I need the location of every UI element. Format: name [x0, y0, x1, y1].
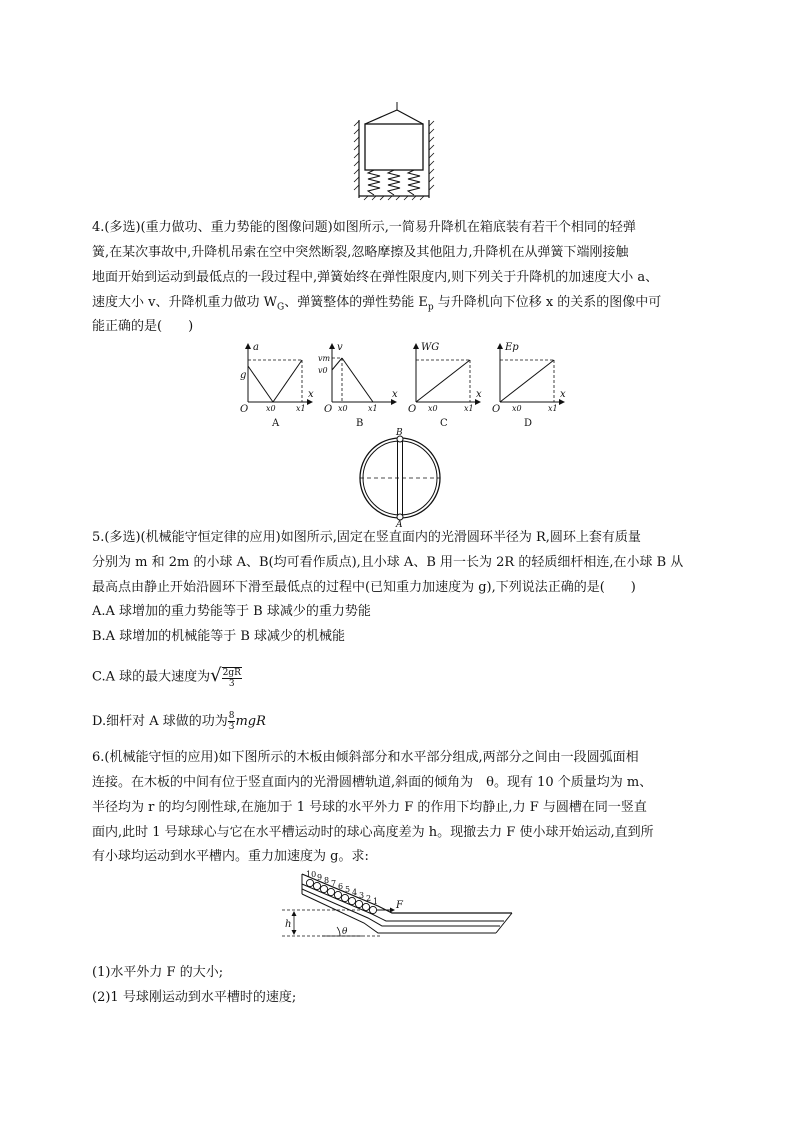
q5-option-b: B.A 球增加的机械能等于 B 球减少的机械能: [92, 629, 346, 644]
graph-c-caption: C: [440, 418, 448, 429]
ball-number-4: 4: [352, 888, 358, 897]
graph-d-ylabel: Ep: [505, 342, 519, 353]
ball-number-2: 2: [366, 894, 372, 903]
q6-sub-1: (1)水平外力 F 的大小;: [92, 965, 224, 980]
graph-a-xlabel: x: [308, 389, 314, 400]
graph-c-xlabel: x: [476, 389, 482, 400]
graph-a-caption: A: [272, 418, 280, 429]
q4-line-4: [92, 294, 661, 317]
graph-c-xtick-x0: x0: [428, 404, 438, 413]
ball-number-1: 1: [373, 897, 379, 906]
graph-b-caption: B: [356, 418, 364, 429]
graph-d-xlabel: x: [560, 389, 566, 400]
q6-line-5: 有小球均运动到水平槽内。重力加速度为 g。求:: [92, 849, 369, 864]
sqrt-denominator: 3: [228, 678, 235, 689]
ball-number-8: 8: [324, 876, 330, 885]
q5-line-2: 分别为 m 和 2m 的小球 A、B(均可看作质点),且小球 A、B 用一长为 2R 的轻质细杆相连,在小球 B 从: [92, 555, 684, 570]
graph-c-origin: O: [408, 404, 417, 415]
q6-line-3: 半径均为 r 的均匀刚性球,在施加于 1 号球的水平外力 F 的作用下均静止,力 F 与圆槽在同一竖直: [92, 800, 647, 815]
elevator-figure: [340, 100, 440, 200]
q6-line-2: 连接。在木板的中间有位于竖直面内的光滑圆槽轨道,斜面的倾角为 θ。现有 10 个质量均为 m、: [92, 775, 653, 790]
graph-d-caption: D: [524, 418, 533, 429]
q4-line-4-mid: 、弹簧整体的弹性势能 E: [284, 295, 428, 310]
ball-number-9: 9: [317, 873, 323, 882]
force-label: F: [396, 900, 403, 911]
ball-number-10: 10: [306, 870, 317, 879]
graph-b-ylabel: v: [337, 342, 343, 353]
q5-option-d-tail: mgR: [235, 714, 266, 729]
ring-label-a: A: [396, 520, 403, 530]
q5-option-a: A.A 球增加的重力势能等于 B 球减少的重力势能: [92, 604, 371, 619]
graph-b-xtick-x0: x0: [338, 404, 348, 413]
graph-b-ytick-v0: v0: [318, 366, 328, 375]
sqrt-expression: √ $\frac{2gR}{3}$: [210, 665, 241, 689]
q6-sub-2: (2)1 号球刚运动到水平槽时的速度;: [92, 990, 297, 1005]
graph-d-xtick-x0: x0: [512, 404, 522, 413]
graph-b-origin: O: [324, 404, 333, 415]
graph-c-ylabel: WG: [421, 342, 440, 353]
graph-d-origin: O: [492, 404, 501, 415]
graph-a-xtick-x0: x0: [266, 404, 276, 413]
q4-line-4-start: 速度大小 v、升降机重力做功 W: [92, 295, 277, 310]
q4-line-3: 地面开始到运动到最低点的一段过程中,弹簧始终在弹性限度内,则下列关于升降机的加速度大小 a、: [92, 270, 659, 285]
graph-b-xtick-x1: x1: [368, 404, 378, 413]
graph-b-xlabel: x: [392, 389, 398, 400]
graph-a-origin: O: [240, 404, 249, 415]
graph-a-xtick-x1: x1: [296, 404, 306, 413]
q5-option-c-text: C.A 球的最大速度为: [92, 669, 211, 685]
q4-graphs: [232, 338, 566, 430]
sqrt-numerator: 2gR: [222, 667, 241, 678]
ball-number-6: 6: [338, 882, 344, 891]
q6-line-4: 面内,此时 1 号球球心与它在水平槽运动时的球心高度差为 h。现撤去力 F 使小球开始运动,直到所: [92, 825, 654, 840]
ball-number-7: 7: [331, 879, 337, 888]
ball-number-5: 5: [345, 885, 351, 894]
graph-d: [492, 342, 566, 429]
q4-line-4-end: 与升降机向下位移 x 的关系的图像中可: [433, 295, 662, 310]
q5-option-d-text: D.细杆对 A 球做的功为: [92, 714, 228, 729]
graph-b-ytick-vm: vm: [318, 354, 331, 363]
subscript-g: G: [276, 302, 285, 313]
graph-a: [240, 342, 314, 429]
ring-label-b: B: [396, 428, 403, 438]
graph-c: [408, 342, 482, 429]
q4-line-2: 簧,在某次事故中,升降机吊索在空中突然断裂,忽略摩擦及其他阻力,升降机在从弹簧下端刚接触: [92, 245, 629, 260]
graph-a-ytick-g: g: [240, 370, 247, 381]
q5-option-c: [92, 662, 242, 692]
q5-line-1: 5.(多选)(机械能守恒定律的应用)如图所示,固定在竖直面内的光滑圆环半径为 R,圆环上套有质量: [92, 530, 641, 545]
fraction-denominator: 3: [228, 722, 235, 732]
track-figure: [282, 866, 514, 948]
q5-line-3: 最高点由静止开始沿圆环下滑至最低点的过程中(已知重力加速度为 g),下列说法正确的是( ): [92, 580, 636, 595]
q4-line-5: 能正确的是( ): [92, 319, 194, 334]
graph-a-ylabel: a: [253, 342, 259, 353]
q4-line-1: 4.(多选)(重力做功、重力势能的图像问题)如图所示,一简易升降机在箱底装有若干个相同的轻弹: [92, 220, 636, 235]
q5-option-d: [92, 708, 266, 736]
ball-number-3: 3: [359, 891, 365, 900]
q6-line-1: 6.(机械能守恒的应用)如下图所示的木板由倾斜部分和水平部分组成,两部分之间由一段圆弧面相: [92, 750, 639, 765]
subscript-p: p: [427, 302, 434, 313]
graph-b: [318, 342, 398, 429]
fraction-numerator: 8: [228, 711, 235, 721]
graph-c-xtick-x1: x1: [464, 404, 474, 413]
height-label: h: [285, 919, 292, 930]
angle-label: θ: [342, 927, 348, 937]
ring-figure: [357, 428, 443, 528]
graph-d-xtick-x1: x1: [548, 404, 558, 413]
